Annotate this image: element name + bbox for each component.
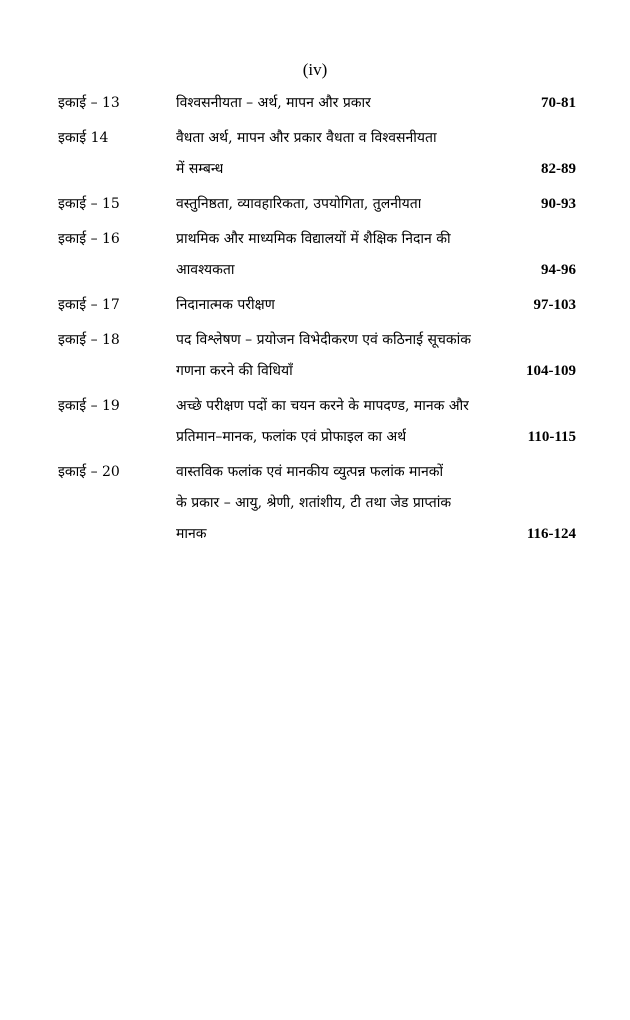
entry-title: विश्वसनीयता – अर्थ, मापन और प्रकार bbox=[176, 95, 371, 111]
entry-content bbox=[176, 123, 576, 185]
entry-title-continued: प्रतिमान–मानक, फलांक एवं प्रोफाइल का अर्थ bbox=[176, 429, 407, 445]
unit-label: इकाई – 13 bbox=[58, 95, 120, 111]
toc-entry-unit-18 bbox=[0, 325, 630, 387]
entry-title: अच्छे परीक्षण पदों का चयन करने के मापदण्ड, मानक और bbox=[176, 398, 469, 414]
unit-label: इकाई – 20 bbox=[58, 464, 120, 480]
entry-content bbox=[176, 391, 576, 453]
page-range: 94-96 bbox=[541, 262, 576, 278]
entry-content bbox=[176, 88, 576, 119]
entry-content bbox=[176, 224, 576, 286]
entry-title-continued: मानक bbox=[176, 526, 207, 542]
unit-label: इकाई – 16 bbox=[58, 231, 120, 247]
toc-entry-unit-14 bbox=[0, 123, 630, 185]
page-range: 110-115 bbox=[527, 429, 576, 445]
page-range: 82-89 bbox=[541, 161, 576, 177]
toc-entry-unit-20 bbox=[0, 457, 630, 550]
unit-label: इकाई – 18 bbox=[58, 332, 120, 348]
page-range: 97-103 bbox=[533, 297, 576, 313]
toc-entry-unit-19 bbox=[0, 391, 630, 453]
page-range: 90-93 bbox=[541, 196, 576, 212]
entry-content bbox=[176, 290, 576, 321]
entry-title: निदानात्मक परीक्षण bbox=[176, 297, 275, 313]
unit-label: इकाई – 15 bbox=[58, 196, 120, 212]
unit-label: इकाई – 19 bbox=[58, 398, 120, 414]
entry-title-continued: के प्रकार – आयु, श्रेणी, शतांशीय, टी तथा जेड प्राप्तांक bbox=[176, 495, 452, 511]
unit-label: इकाई – 17 bbox=[58, 297, 120, 313]
toc-entry-unit-17 bbox=[0, 290, 630, 321]
toc-entry-unit-13 bbox=[0, 88, 630, 119]
entry-content bbox=[176, 457, 576, 550]
unit-label: इकाई 14 bbox=[58, 130, 109, 146]
entry-title: वास्तविक फलांक एवं मानकीय व्युत्पन्न फलांक मानकों bbox=[176, 464, 444, 480]
entry-title-continued: आवश्यकता bbox=[176, 262, 235, 278]
page-range: 116-124 bbox=[526, 526, 576, 542]
entry-content bbox=[176, 325, 576, 387]
entry-content bbox=[176, 189, 576, 220]
page-range: 70-81 bbox=[541, 95, 576, 111]
entry-title: वस्तुनिष्ठता, व्यावहारिकता, उपयोगिता, तुलनीयता bbox=[176, 196, 422, 212]
toc-entry-unit-16 bbox=[0, 224, 630, 286]
table-of-contents bbox=[0, 88, 630, 554]
page-number: (iv) bbox=[302, 60, 328, 79]
entry-title: प्राथमिक और माध्यमिक विद्यालयों में शैक्षिक निदान की bbox=[176, 231, 451, 247]
entry-title: वैधता अर्थ, मापन और प्रकार वैधता व विश्वसनीयता bbox=[176, 130, 437, 146]
entry-title: पद विश्लेषण – प्रयोजन विभेदीकरण एवं कठिनाई सूचकांक bbox=[176, 332, 471, 348]
toc-entry-unit-15 bbox=[0, 189, 630, 220]
entry-title-continued: में सम्बन्ध bbox=[176, 161, 224, 177]
page-range: 104-109 bbox=[526, 363, 576, 379]
entry-title-continued: गणना करने की विधियाँ bbox=[176, 363, 293, 379]
